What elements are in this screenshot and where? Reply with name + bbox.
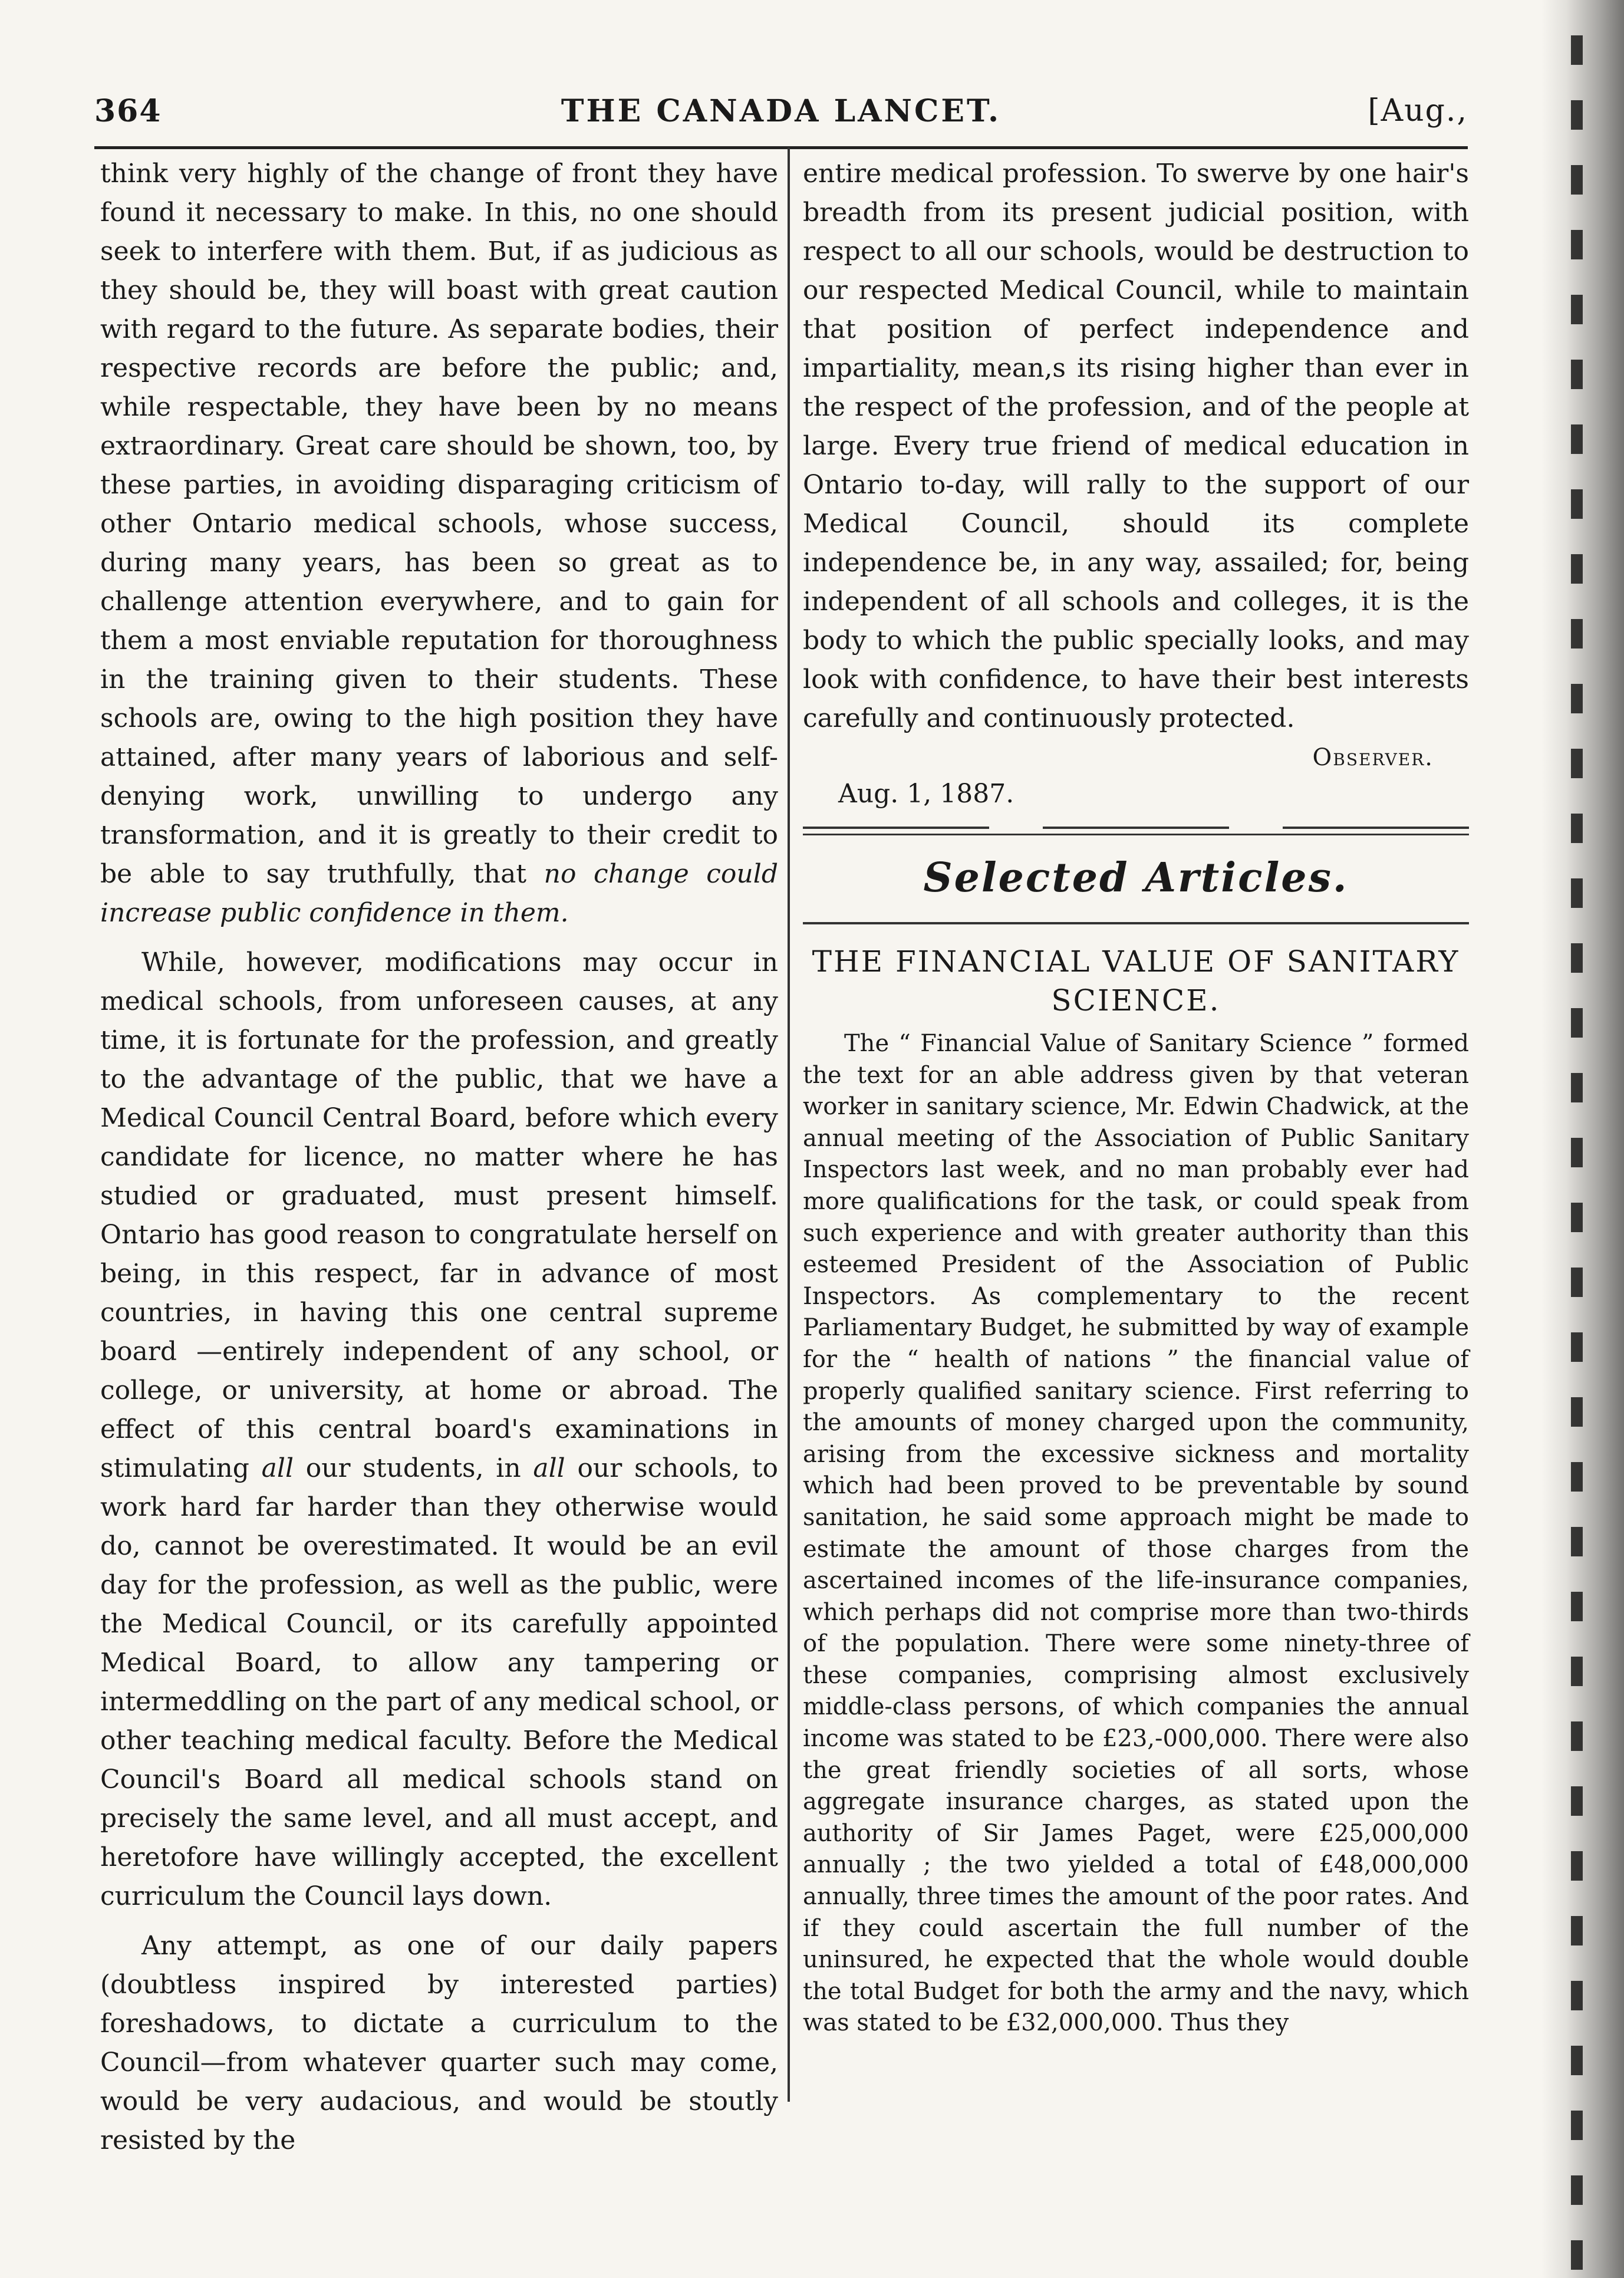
dateline: Aug. 1, 1887. <box>838 779 1014 809</box>
header-rule <box>94 146 1468 149</box>
article-title: THE FINANCIAL VALUE OF SANITARY SCIENCE. <box>812 944 1460 1018</box>
page-header <box>94 93 1468 140</box>
left-p1-italic: no change could increase public confidence in them. <box>100 859 778 928</box>
page-number: 364 <box>94 93 162 129</box>
right-paragraph-1: entire medical profession. To swerve by one hair's breadth from its present judicial position, with respect to all our schools, would be destruction to our respected Medical Council, while to maintain that position of perfect independence and impartiality, mean,s its rising higher than ever in the respect of the profession, and of the people at large. Every true friend of medical education in Ontario to-day, will rally to the support of our Medical Council, should its complete independence be, in any way, assailed; for, being independent of all schools and colleges, it is the body to which the public specially looks, and may look with confidence, to have their best interests carefully and continuously protected. <box>803 159 1469 733</box>
left-p2-text-b: our students, in <box>305 1453 521 1483</box>
section-separator <box>803 822 1469 845</box>
left-paragraph-1 <box>100 154 778 933</box>
running-title: THE CANADA LANCET. <box>561 93 1002 129</box>
left-paragraph-2 <box>100 943 778 1916</box>
left-p2-italic-1: all <box>261 1453 294 1483</box>
header-month: [Aug., <box>1368 93 1468 129</box>
left-p2-text-c: our schools, to work hard far harder than they otherwise would do, cannot be overestimated. It would be an evil day for the profession, as well as the public, were the Medical Council, or its carefully appointed Medical Board, to allow any tampering or intermeddling on the part of any medical school, or other teaching medical faculty. Before the Medical Council's Board all medical schools stand on precisely the same level, and all must accept, and heretofore have willingly accepted, the excellent curriculum the Council lays down. <box>100 1453 778 1911</box>
article-body: The “ Financial Value of Sanitary Science ” formed the text for an able address given by that veteran worker in sanitary science, Mr. Edwin Chadwick, at the annual meeting of the Association of Public Sanitary Inspectors last week, and no man probably ever had more qualifications for the task, or could speak from such experience and with greater authority than this esteemed President of the Association of Public Inspectors. As complementary to the recent Parliamentary Budget, he submitted by way of example for the “ health of nations ” the financial value of properly qualified sanitary science. First referring to the amounts of money charged upon the community, arising from the excessive sickness and mortality which had been proved to be preventable by sound sanitation, he said some approach might be made to estimate the amount of those charges from the ascertained incomes of the life-insurance companies, which perhaps did not comprise more than two-thirds of the population. There were some ninety-three of these companies, comprising almost exclusively middle-class persons, of which companies the annual income was stated to be £23,-000,000. There were also the great friendly societies of all sorts, whose aggregate insurance charges, as stated upon the authority of Sir James Paget, were £25,000,000 annually ; the two yielded a total of £48,000,000 annually, three times the amount of the poor rates. And if they could ascertain the full number of the uninsured, he expected that the whole would double the total Budget for both the army and the navy, which was stated to be £32,000,000. Thus they <box>803 1030 1469 2037</box>
section-heading: Selected Articles. <box>923 854 1349 901</box>
signature: Observer. <box>1312 744 1434 771</box>
binding-marks <box>1571 0 1583 2278</box>
left-column <box>100 154 778 2160</box>
left-paragraph-3: Any attempt, as one of our daily papers (doubtless inspired by interested parties) foreshadows, to dictate a curriculum to the Council—from whatever quarter such may come, would be very audacious, and would be stoutly resisted by the <box>100 1931 778 2155</box>
left-p2-text-a: While, however, modifications may occur in medical schools, from unforeseen causes, at any time, it is fortunate for the profession, and greatly to the advantage of the public, that we have a Medical Council Central Board, before which every candidate for licence, no matter where he has studied or graduated, must present himself. Ontario has good reason to congratulate herself on being, in this respect, far in advance of most countries, in having this one central supreme board —entirely independent of any school, or college, or university, at home or abroad. The effect of this central board's examinations in stimulating <box>100 947 778 1483</box>
right-column <box>803 154 1469 2039</box>
left-p1-text: think very highly of the change of front they have found it necessary to make. In this, no one should seek to interfere with them. But, if as judicious as they should be, they will boast with great caution with regard to the future. As separate bodies, their respective records are before the public; and, while respectable, they have been by no means extraordinary. Great care should be shown, too, by these parties, in avoiding disparaging criticism of other Ontario medical schools, whose success, during many years, has been so great as to challenge attention everywhere, and to gain for them a most enviable reputation for thoroughness in the training given to their students. These schools are, owing to the high position they have attained, after many years of laborious and self-denying work, unwilling to undergo any transformation, and it is greatly to their credit to be able to say truthfully, that <box>100 159 778 889</box>
left-p2-italic-2: all <box>533 1453 565 1483</box>
binding-edge <box>1541 0 1624 2278</box>
column-divider <box>788 147 790 2102</box>
heading-rule <box>803 922 1469 924</box>
